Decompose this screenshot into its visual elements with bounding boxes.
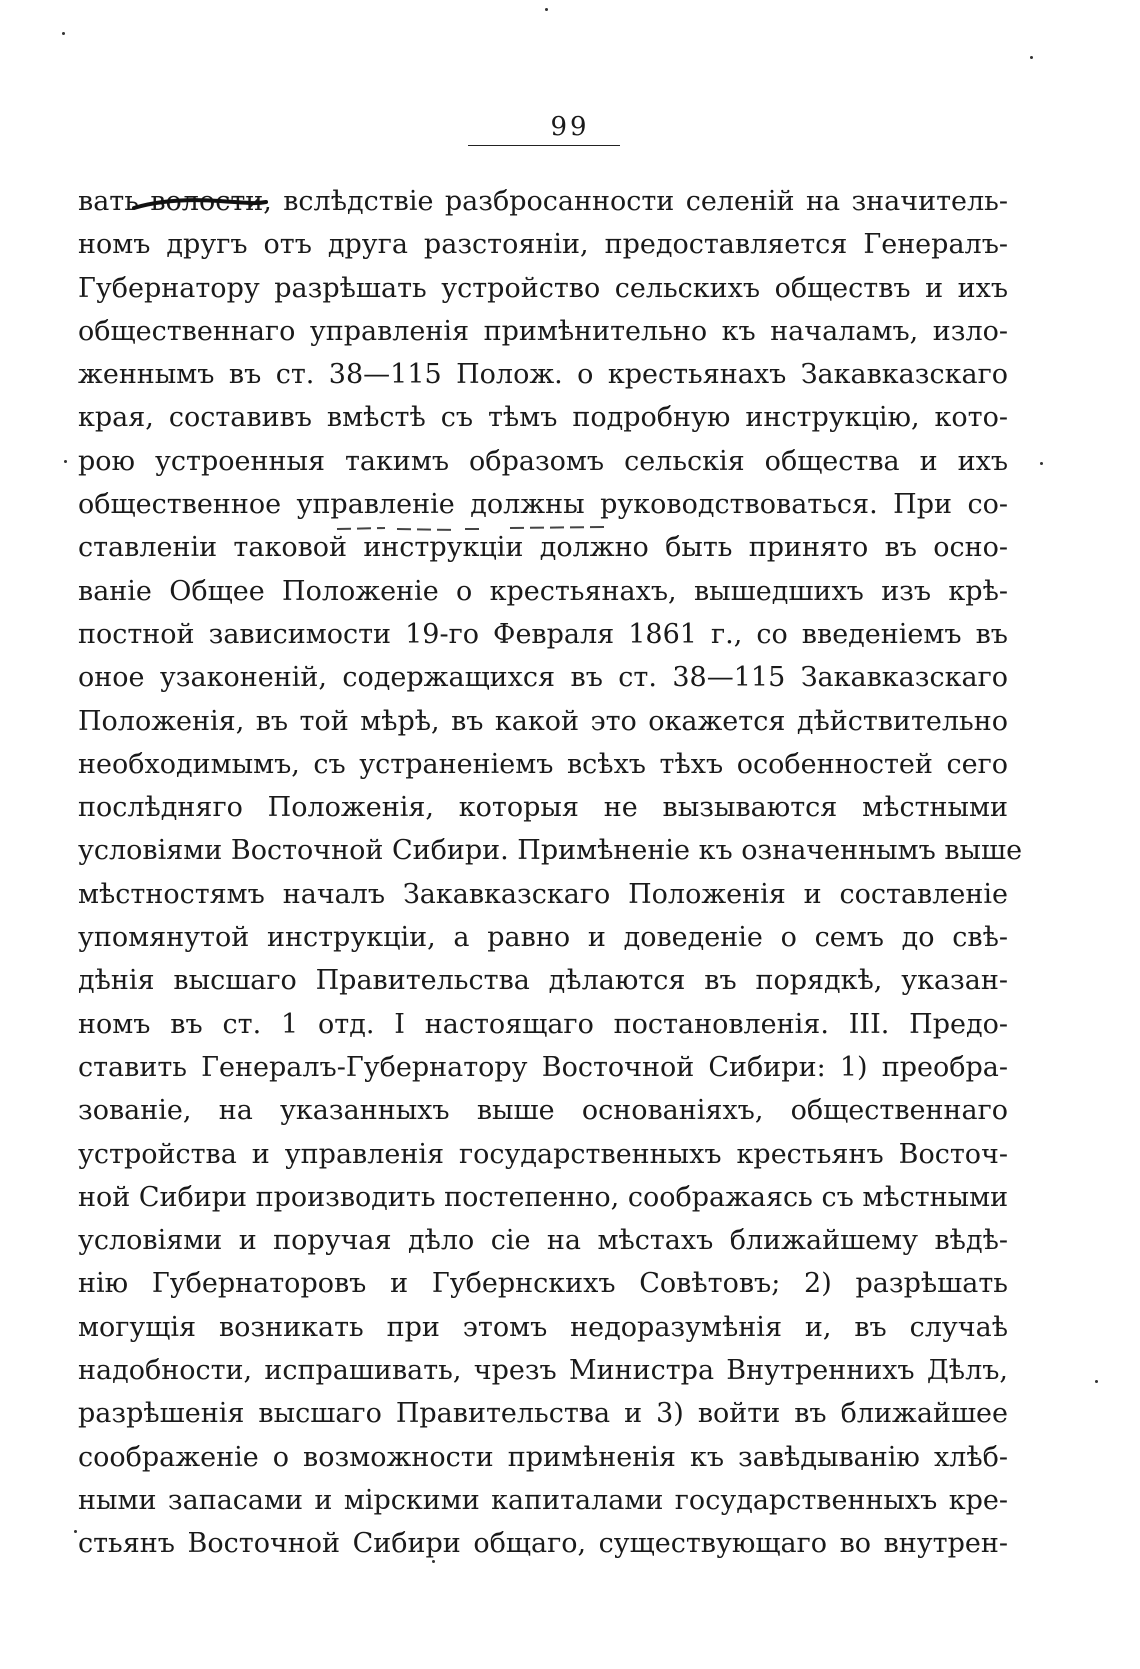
page-number: 99 bbox=[550, 112, 590, 142]
text-line: ваніе Общее Положеніе о крестьянахъ, вышедшихъ изъ крѣ- bbox=[78, 575, 1008, 607]
text-line: устройства и управленія государственныхъ крестьянъ Восточ- bbox=[78, 1138, 1008, 1170]
body-text bbox=[78, 180, 1023, 1566]
text-line: условіями Восточной Сибири. Примѣненіе къ означеннымъ выше bbox=[78, 835, 1023, 867]
text-line: условіями и поручая дѣло сіе на мѣстахъ ближайшему вѣдѣ- bbox=[78, 1225, 1008, 1257]
text-line: упомянутой инструкціи, а равно и доведеніе о семъ до свѣ- bbox=[78, 922, 1008, 954]
text-line: номъ другъ отъ друга разстояніи, предоставляется Генералъ- bbox=[78, 229, 1008, 261]
text-line: вать волости, вслѣдствіе разбросанности селеній на значитель- bbox=[78, 186, 1008, 217]
text-line: нію Губернаторовъ и Губернскихъ Совѣтовъ; 2) разрѣшать bbox=[78, 1268, 1008, 1300]
text-line: номъ въ ст. 1 отд. I настоящаго постановленія. III. Предо- bbox=[78, 1008, 1008, 1040]
text-line: общественнаго управленія примѣнительно къ началамъ, изло- bbox=[78, 315, 1008, 347]
paper-speck bbox=[74, 1530, 77, 1533]
text-line: общественное управленіе должны руководствоваться. При со- bbox=[78, 489, 1008, 521]
paper-speck bbox=[62, 32, 65, 35]
text-line: Положенія, въ той мѣрѣ, въ какой это окажется дѣйствительно bbox=[78, 705, 1008, 737]
text-line: разрѣшенія высшаго Правительства и 3) войти въ ближайшее bbox=[78, 1398, 1008, 1430]
text-line: постной зависимости 19-го Февраля 1861 г., со введеніемъ въ bbox=[78, 618, 1008, 650]
paper-speck bbox=[64, 460, 67, 463]
text-line: ными запасами и мірскими капиталами государственныхъ кре- bbox=[78, 1484, 1008, 1516]
text-line: ставленіи таковой инструкціи должно быть принято въ осно- bbox=[78, 532, 1008, 564]
text-line: мѣстностямъ началъ Закавказскаго Положенія и составленіе bbox=[78, 878, 1008, 910]
text-line: стьянъ Восточной Сибири общаго, существующаго во внутрен- bbox=[78, 1528, 1008, 1560]
text-line: рою устроенныя такимъ образомъ сельскія общества и ихъ bbox=[78, 445, 1008, 477]
text-line: края, составивъ вмѣстѣ съ тѣмъ подробную инструкцію, кото- bbox=[78, 402, 1008, 434]
text-line: ставить Генералъ-Губернатору Восточной Сибири: 1) преобра- bbox=[78, 1051, 1008, 1083]
text-line: надобности, испрашивать, чрезъ Министра Внутреннихъ Дѣлъ, bbox=[78, 1355, 1008, 1387]
text-line: необходимымъ, съ устраненіемъ всѣхъ тѣхъ особенностей сего bbox=[78, 748, 1008, 780]
text-line: послѣдняго Положенія, которыя не вызываются мѣстными bbox=[78, 792, 1008, 824]
text-line: соображеніе о возможности примѣненія къ завѣдыванію хлѣб- bbox=[78, 1441, 1008, 1473]
page-number-rule bbox=[468, 145, 620, 146]
text-line: дѣнія высшаго Правительства дѣлаются въ порядкѣ, указан- bbox=[78, 965, 1008, 997]
paper-speck bbox=[1040, 462, 1043, 465]
paper-speck bbox=[545, 8, 548, 11]
text-line: ной Сибири производить постепенно, соображаясь съ мѣстными bbox=[78, 1181, 1009, 1213]
text-line: могущія возникать при этомъ недоразумѣнія и, въ случаѣ bbox=[78, 1311, 1008, 1343]
text-line: женнымъ въ ст. 38—115 Полож. о крестьянахъ Закавказскаго bbox=[78, 359, 1008, 391]
paper-speck bbox=[432, 1560, 435, 1563]
text-line: оное узаконеній, содержащихся въ ст. 38—115 Закавказскаго bbox=[78, 662, 1008, 694]
paper-speck bbox=[1095, 1380, 1098, 1383]
text-line: Губернатору разрѣшать устройство сельскихъ обществъ и ихъ bbox=[78, 272, 1008, 304]
paper-speck bbox=[1030, 56, 1033, 59]
text-line: зованіе, на указанныхъ выше основаніяхъ, общественнаго bbox=[78, 1095, 1008, 1127]
